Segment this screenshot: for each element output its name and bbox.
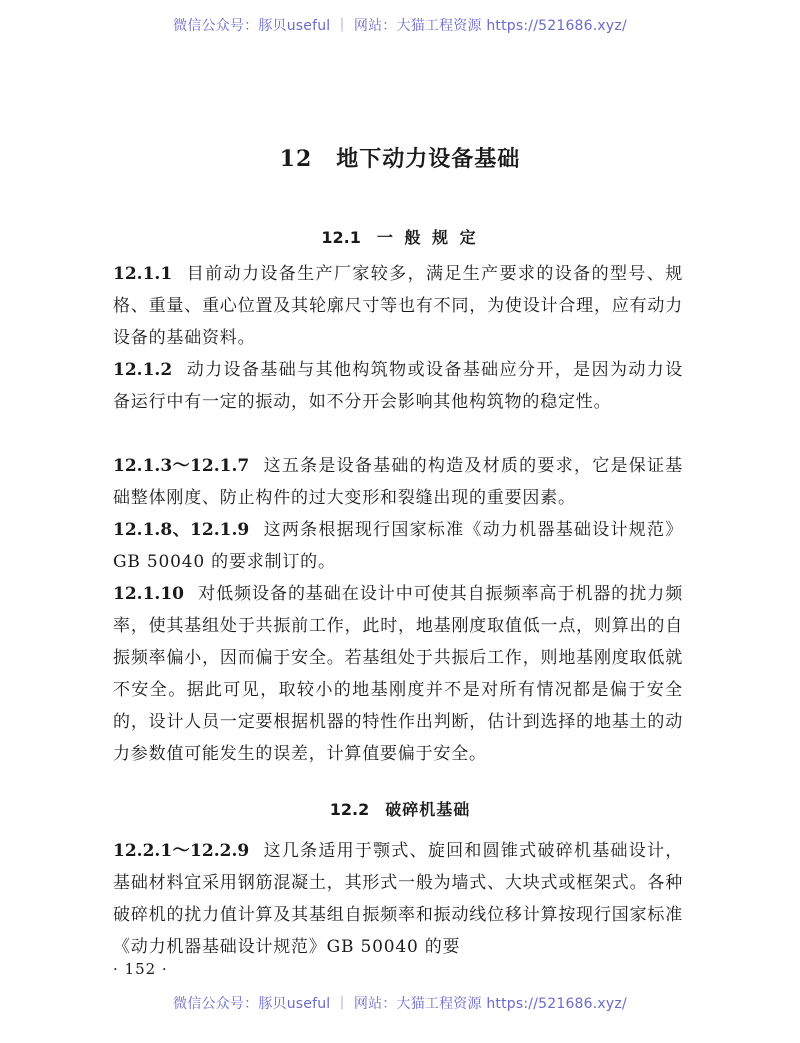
clause-text: 这几条适用于颚式、旋回和圆锥式破碎机基础设计，基础材料宜采用钢筋混凝土，其形式一般为墙式、大块式或框架式。各种破碎机的扰力值计算及其基组自振频率和振动线位移计算按现行国家标准《动力机器基础设计规范》GB 50040 的要 [113,841,683,957]
clause-text: 动力设备基础与其他构筑物或设备基础应分开，是因为动力设备运行中有一定的振动，如不分开会影响其他构筑物的稳定性。 [113,360,683,412]
section-title-general [0,225,800,248]
clause-12-2-1-to-9 [113,835,683,963]
clause-12-1-10 [113,578,683,770]
page-number: · 152 · [113,960,168,978]
clause-text: 这五条是设备基础的构造及材质的要求，它是保证基础整体刚度、防止构件的过大变形和裂缝出现的重要因素。 [113,456,683,508]
section-title-text: 一 般 规 定 [376,228,479,247]
clause-12-1-3-to-7 [113,450,683,514]
section-number: 12.2 [329,800,370,819]
clause-12-1-8-and-9 [113,514,683,578]
chapter-title [0,142,800,173]
clause-text: 对低频设备的基础在设计中可使其自振频率高于机器的扰力频率，使其基组处于共振前工作，此时，地基刚度取值低一点，则算出的自振频率偏小，因而偏于安全。若基组处于共振后工作，则地基刚度取低就不安全。据此可见，取较小的地基刚度并不是对所有情况都是偏于安全的，设计人员一定要根据机器的特性作出判断，估计到选择的地基土的动力参数值可能发生的误差，计算值要偏于安全。 [113,584,683,764]
chapter-number: 12 [279,146,313,172]
clause-number: 12.1.2 [113,360,173,380]
watermark-bottom: 微信公众号：豚贝useful ｜ 网站：大猫工程资源 https://521686.xyz/ [173,996,627,1012]
watermark-top: 微信公众号：豚贝useful ｜ 网站：大猫工程资源 https://521686.xyz/ [173,18,627,34]
chapter-title-text: 地下动力设备基础 [336,146,521,172]
clause-number: 12.1.10 [113,584,184,604]
clause-12-1-2 [113,354,683,418]
clause-text: 这两条根据现行国家标准《动力机器基础设计规范》GB 50040 的要求制订的。 [113,520,683,572]
clause-number: 12.1.1 [113,264,173,284]
section-title-crusher [0,797,800,820]
section-title-text: 破碎机基础 [385,800,471,819]
clause-number: 12.1.8、12.1.9 [113,520,250,540]
clause-number: 12.2.1～12.2.9 [113,841,250,861]
section-number: 12.1 [321,228,361,247]
clause-number: 12.1.3～12.1.7 [113,456,250,476]
clause-12-1-1 [113,258,683,354]
clause-text: 目前动力设备生产厂家较多，满足生产要求的设备的型号、规格、重量、重心位置及其轮廓尺寸等也有不同，为使设计合理，应有动力设备的基础资料。 [113,264,683,348]
